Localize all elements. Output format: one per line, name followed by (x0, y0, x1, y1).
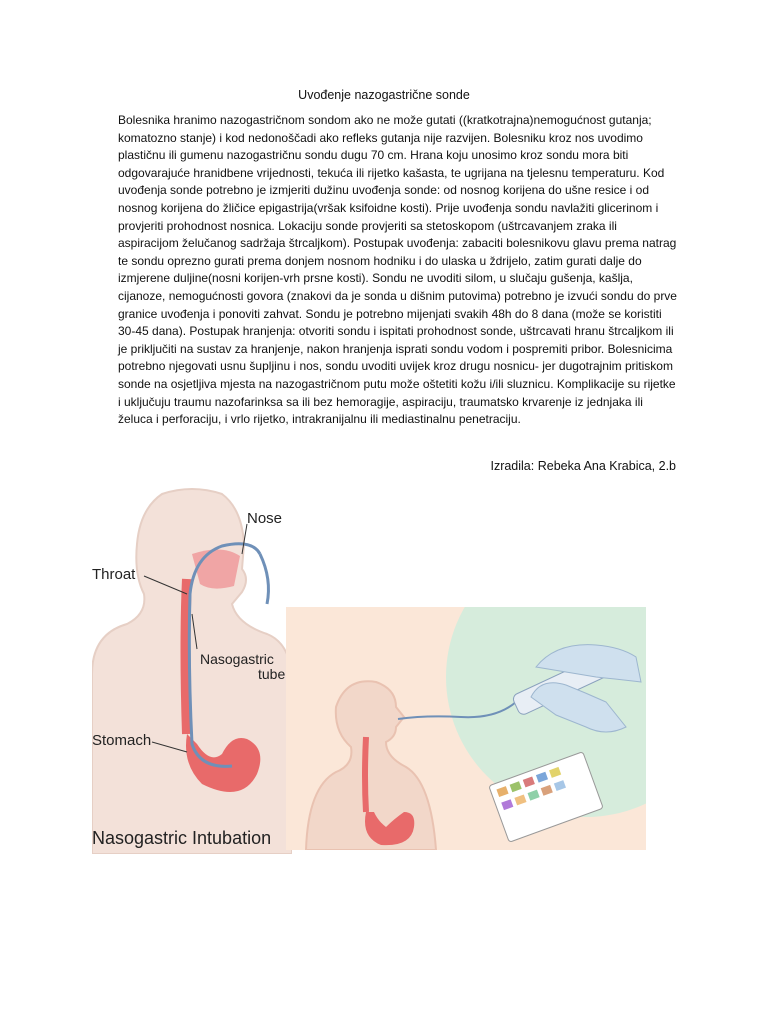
insertion-illustration (286, 607, 646, 850)
nasogastric-intubation-figure (92, 484, 292, 854)
label-nasogastric-tube (200, 652, 285, 682)
tube-insertion-figure (286, 607, 646, 850)
label-throat: Throat (92, 566, 136, 583)
label-tube-line2: tube (258, 666, 286, 682)
label-nose: Nose (247, 510, 283, 527)
figure-caption: Nasogastric Intubation (92, 828, 272, 848)
body-paragraph: Bolesnika hranimo nazogastričnom sondom ako ne može gutati ((kratkotrajna)nemogućnost gutanja; komatozno stanje) i kod nedonoščadi ako refleks gutanja nije razvijen. Bolesniku kroz nos uvodimo plastičnu ili gumenu nazogastričnu sondu dugu 70 cm. Hrana koju unosimo kroz sondu mora biti odgovarajuće hranidbene vrijednosti, tekuća ili rijetko kašasta, te ugrijana na tjelesnu temperaturu. Kod uvođenja sonde potrebno je izmjeriti dužinu uvođenja sonde: od nosnog korijena do ušne resice i od nosnog korijena do žličice epigastrija(vršak ksifoidne kosti). Prije uvođenja sondu navlažiti glicerinom i provjeriti prohodnost nosnica. Lokaciju sonde provjeriti sa stetoskopom (uštrcavanjem zraka ili aspiracijom želučanog sadržaja štrcaljkom). Postupak uvođenja: zabaciti bolesnikovu glavu prema natrag te sondu oprezno gurati prema donjem nosnom hodniku i do ulaska u ždrijelo, zatim gurati dalje do izmjerene duljine(nosni korijen-vrh prsne kosti). Sondu ne uvoditi silom, u slučaju gušenja, kašlja, cijanoze, nemogućnosti govora (znakovi da je sonda u dišnim putovima) potrebno je izvući sondu do prve granice uvođenja i ponoviti zahvat. Sondu je potrebno mijenjati svakih 48h do 8 dana (može se koristiti 30-45 dana). Postupak hranjenja: otvoriti sondu i ispitati prohodnost sonde, uštrcavati hranu štrcaljkom ili je priključiti na sustav za hranjenje, nakon hranjenja isprati sondu vodom i pospremiti pribor. Bolesnicima potrebno njegovati usnu šupljinu i nos, sondu uvoditi uvijek kroz drugu nosnicu- jer dugotrajnim pritiskom sonde na osjetljiva mjesta na nazogastričnom putu može oštetiti kožu i/ili sluznicu. Komplikacije su rijetke i uključuju traumu nazofarinksa sa ili bez hemoragije, aspiraciju, traumatsko krvarenje iz jednjaka ili želuca i perforaciju, i vrlo rijetko, intrakranijalnu ili mediastinalnu penetraciju. (118, 113, 677, 427)
label-stomach: Stomach (92, 732, 152, 749)
document-title: Uvođenje nazogastrične sonde (298, 88, 470, 102)
author-line: Izradila: Rebeka Ana Krabica, 2.b (490, 459, 676, 473)
label-tube-line1: Nasogastric (200, 651, 274, 667)
